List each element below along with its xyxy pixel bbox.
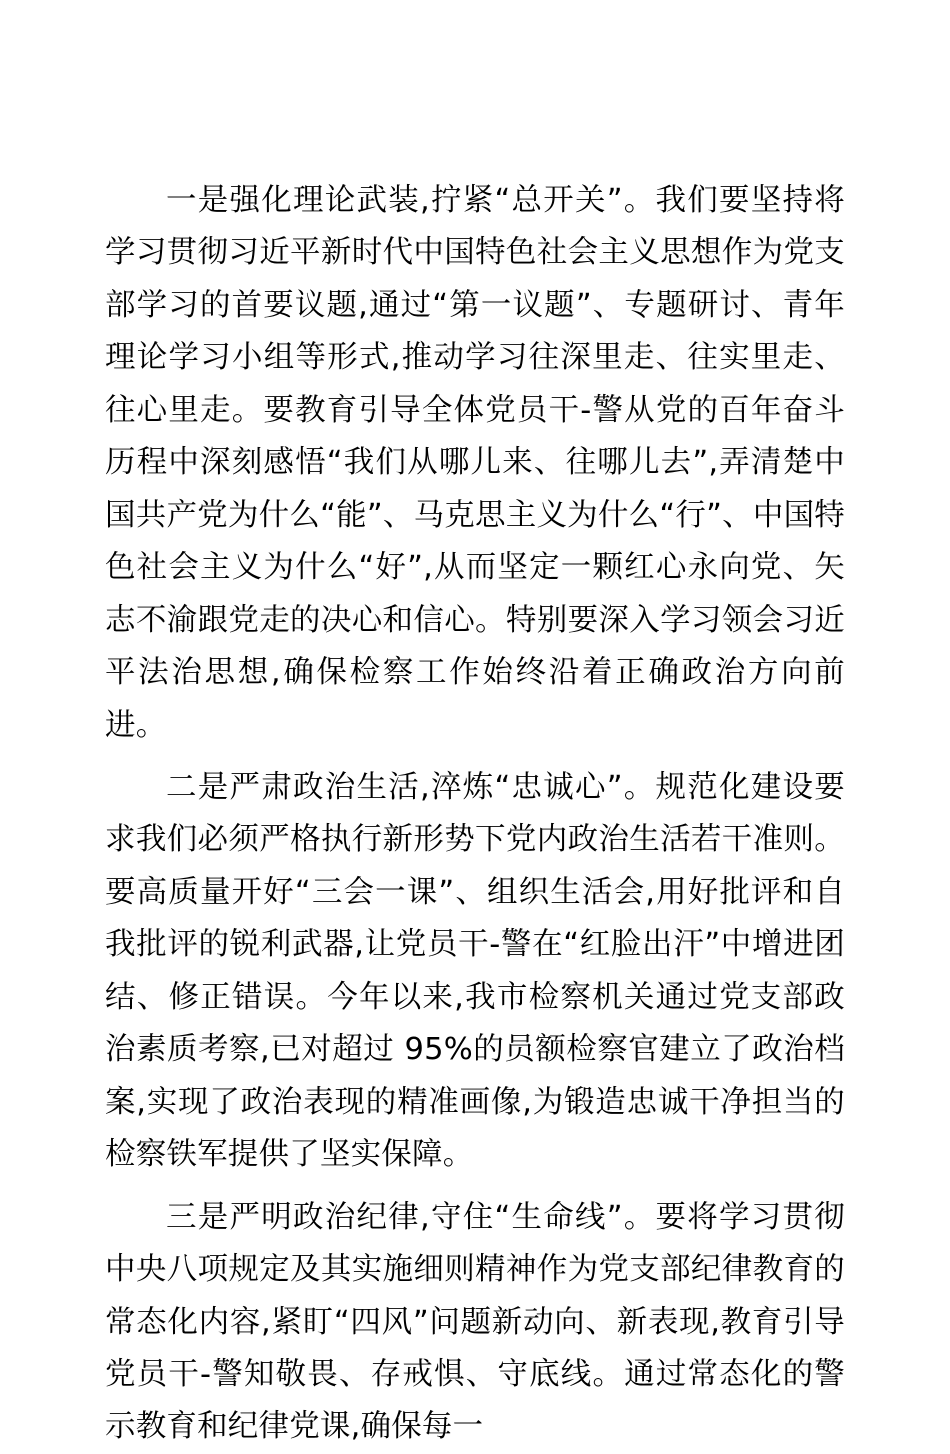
paragraph-3: 三是严明政治纪律,守住“生命线”。要将学习贯彻中央八项规定及其实施细则精神作为党支部纪律教育的常态化内容,紧盯“四风”问题新动向、新表现,教育引导党员干-警知敬畏、存戒惧、守底线。通过常态化的警示教育和纪律党课,确保每一 [105, 1199, 845, 1445]
paragraph-2: 二是严肃政治生活,淬炼“忠诚心”。规范化建设要求我们必须严格执行新形势下党内政治生活若干准则。要高质量开好“三会一课”、组织生活会,用好批评和自我批评的锐利武器,让党员干-警在“红脸出汗”中增进团结、修正错误。今年以来,我市检察机关通过党支部政治素质考察,已对超过 95%的员额检察官建立了政治档案,实现了政治表现的精准画像,为锻造忠诚干净担当的检察铁军提供了坚实保障。 [105, 769, 845, 1173]
paragraph-1: 一是强化理论武装,拧紧“总开关”。我们要坚持将学习贯彻习近平新时代中国特色社会主义思想作为党支部学习的首要议题,通过“第一议题”、专题研讨、青年理论学习小组等形式,推动学习往深里走、往实里走、往心里走。要教育引导全体党员干-警从党的百年奋斗历程中深刻感悟“我们从哪儿来、往哪儿去”,弄清楚中国共产党为什么“能”、马克思主义为什么“行”、中国特色社会主义为什么“好”,从而坚定一颗红心永向党、矢志不渝跟党走的决心和信心。特别要深入学习领会习近平法治思想,确保检察工作始终沿着正确政治方向前进。 [105, 183, 845, 743]
document-body [105, 175, 845, 1454]
